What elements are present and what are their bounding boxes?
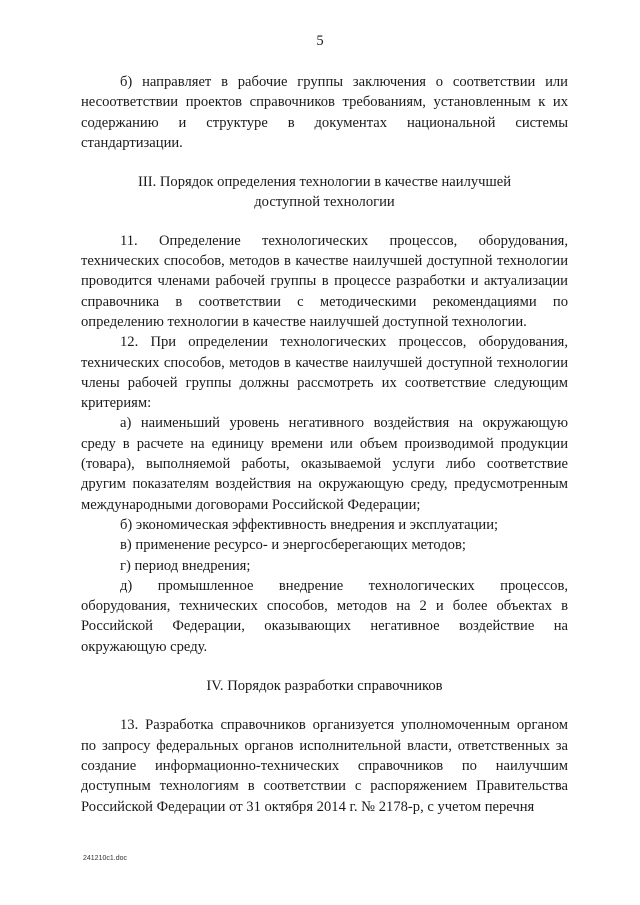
section-4-heading: IV. Порядок разработки справочников — [206, 678, 443, 695]
criterion-v: в) применение ресурсо- и энергосберегающих методов; — [120, 537, 466, 554]
criterion-b: б) экономическая эффективность внедрения и эксплуатации; — [120, 516, 499, 533]
criterion-d: д) промышленное внедрение технологических процессов, оборудования, технических способов, методов на 2 и более объектах в Российской Федерации, оказывающих негативное воздействие на окружающую среду. — [81, 577, 568, 655]
document-body — [81, 72, 568, 817]
page-number: 5 — [316, 33, 324, 49]
paragraph-b-opinions: б) направляет в рабочие группы заключения о соответствии или несоответствии проектов справочников требованиям, установленным к их содержанию и структуре в документах национальной системы стандартизации. — [81, 74, 568, 151]
document-file-code: 241210c1.doc — [83, 855, 127, 862]
paragraph-12: 12. При определении технологических процессов, оборудования, технических способов, методов в качестве наилучшей доступной технологии члены рабочей группы должны рассмотреть их соответствие следующим критериям: — [81, 334, 568, 412]
criterion-a: а) наименьший уровень негативного воздействия на окружающую среду в расчете на единицу времени или объем производимой продукции (товара), выполняемой работы, оказываемой услуги либо соответствие другим показателям воздействия на окружающую среду, предусмотренным международными договорами Российской Федерации; — [81, 415, 568, 513]
paragraph-13: 13. Разработка справочников организуется уполномоченным органом по запросу федеральных органов исполнительной власти, ответственных за создание информационно-технических справочников по наилучшим доступным технологиям в соответствии с распоряжением Правительства Российской Федерации от 31 октября 2014 г. № 2178-р, с учетом перечня — [81, 717, 568, 815]
paragraph-11: 11. Определение технологических процессов, оборудования, технических способов, методов в качестве наилучшей доступной технологии проводится членами рабочей группы в процессе разработки и актуализации справочника в соответствии с методическими рекомендациями по определению технологии в качестве наилучшей доступной технологии. — [81, 232, 568, 330]
criterion-g: г) период внедрения; — [120, 557, 251, 574]
section-3-heading: III. Порядок определения технологии в качестве наилучшей доступной технологии — [137, 174, 512, 211]
